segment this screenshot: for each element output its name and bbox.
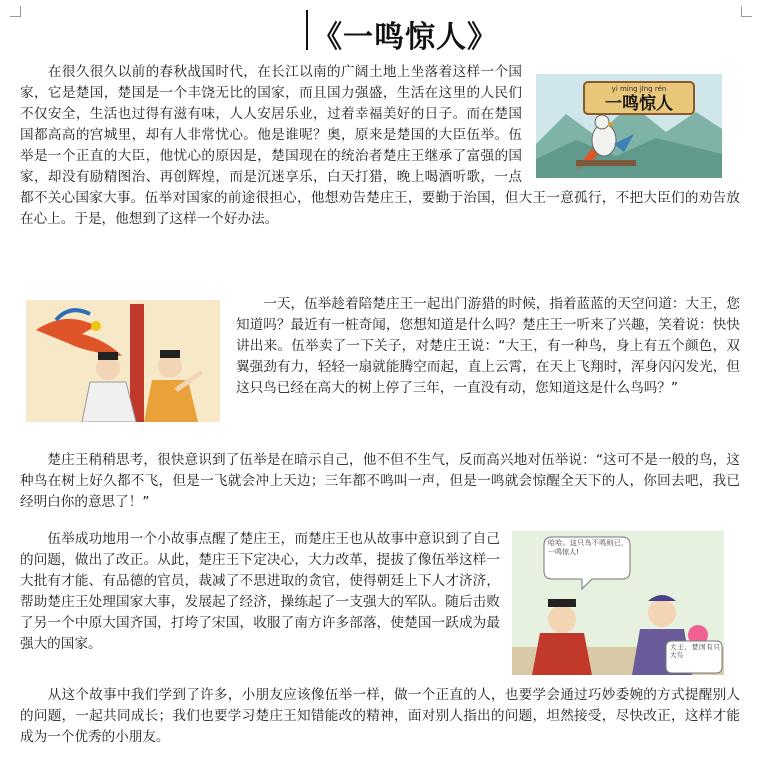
speech-bubble-king: 哈哈。这只鸟不鸣则已，一鸣惊人! — [548, 539, 628, 556]
paragraph-4: 哈哈。这只鸟不鸣则已，一鸣惊人! 大王，楚国有只大鸟 伍举成功地用一个小故事点醒了楚庄王，而楚庄王也从故事中意识到了自己的问题，做出了改正。从此，楚庄王下定决心，大力改革，提拔了像伍举这样一大批有才能、有品德的官员，裁减了不思进取的贪官，使得朝廷上下人才济济，帮助楚庄王处理国家大事，发展起了经济，操练起了一支强大的军队。随后击败了另一个中原大国齐国，打垮了宋国，收服了南方许多部落，使楚国一跃成为最强大的国家。 — [20, 529, 740, 679]
illustration-bird-sign — [536, 74, 722, 178]
image-caption: 一鸣惊人 — [605, 94, 673, 114]
text-cursor — [306, 10, 308, 50]
page-title: 《一鸣惊人》 — [312, 20, 498, 55]
paragraph-5: 从这个故事中我们学到了许多，小朋友应该像伍举一样，做一个正直的人，也要学会通过巧妙委婉的方式提醒别人的问题，一起共同成长；我们也要学习楚庄王知错能改的精神，面对别人指出的问题，坦然接受，尽快改正，这样才能成为一个优秀的小朋友。 — [20, 687, 740, 745]
page-corner-mark — [10, 6, 21, 17]
paragraph-2: 一天，伍举趁着陪楚庄王一起出门游猎的时候，指着蓝蓝的天空问道：大王，您知道吗？最近有一桩奇闻，您想知道是什么吗？楚庄王一听来了兴趣，笑着说：快快讲出来。伍举卖了一下关子，对楚庄王说：“大王，有一种鸟，身上有五个颜色，双翼强劲有力，轻轻一扇就能腾空而起，直上云霄，在天上飞翔时，浑身闪闪发光，但这只鸟已经在高大的树上停了三年，一直没有动，您知道这是什么鸟吗？” — [20, 294, 740, 426]
paragraph-3: 楚庄王稍稍思考，很快意识到了伍举是在暗示自己，他不但不生气，反而高兴地对伍举说：“这可不是一般的鸟，这种鸟在树上好久都不飞，但是一飞就会冲上天边；三年都不鸣叫一声，但是一鸣就会惊醒全天下的人，你回去吧，我已经明白你的意思了！” — [20, 452, 740, 510]
paragraph-1: yì míng jīng rén 一鸣惊人 在很久很久以前的春秋战国时代，在长江以南的广阔土地上坐落着这样一个国家，它是楚国，楚国是一个丰饶无比的国家，而且国力强盛，生活在这里的人民们不仅安全，生活也过得有滋有味，人人安居乐业，过着幸福美好的日子。而在楚国国都高高的宫城里，却有人非常忧心。他是谁呢？奥，原来是楚国的大臣伍举。伍举是一个正直的大臣，他忧心的原因是，楚国现在的统治者楚庄王继承了富强的国家，却没有励精图治、再创辉煌，而是沉迷享乐，白天打猎，晚上喝酒听歌，一点都不关心国家大事。伍举对国家的前途很担心，他想劝告楚庄王，要勤于治国，但大王一意孤行，不把大臣们的劝告放在心上。于是，他想到了这样一个好办法。 — [20, 64, 740, 227]
illustration-king-and-minister — [26, 300, 220, 422]
page-corner-mark — [741, 6, 752, 17]
image-pinyin: yì míng jīng rén — [611, 85, 667, 93]
speech-bubble-minister: 大王，楚国有只大鸟 — [670, 643, 720, 659]
illustration-speech-bubbles — [512, 531, 724, 675]
